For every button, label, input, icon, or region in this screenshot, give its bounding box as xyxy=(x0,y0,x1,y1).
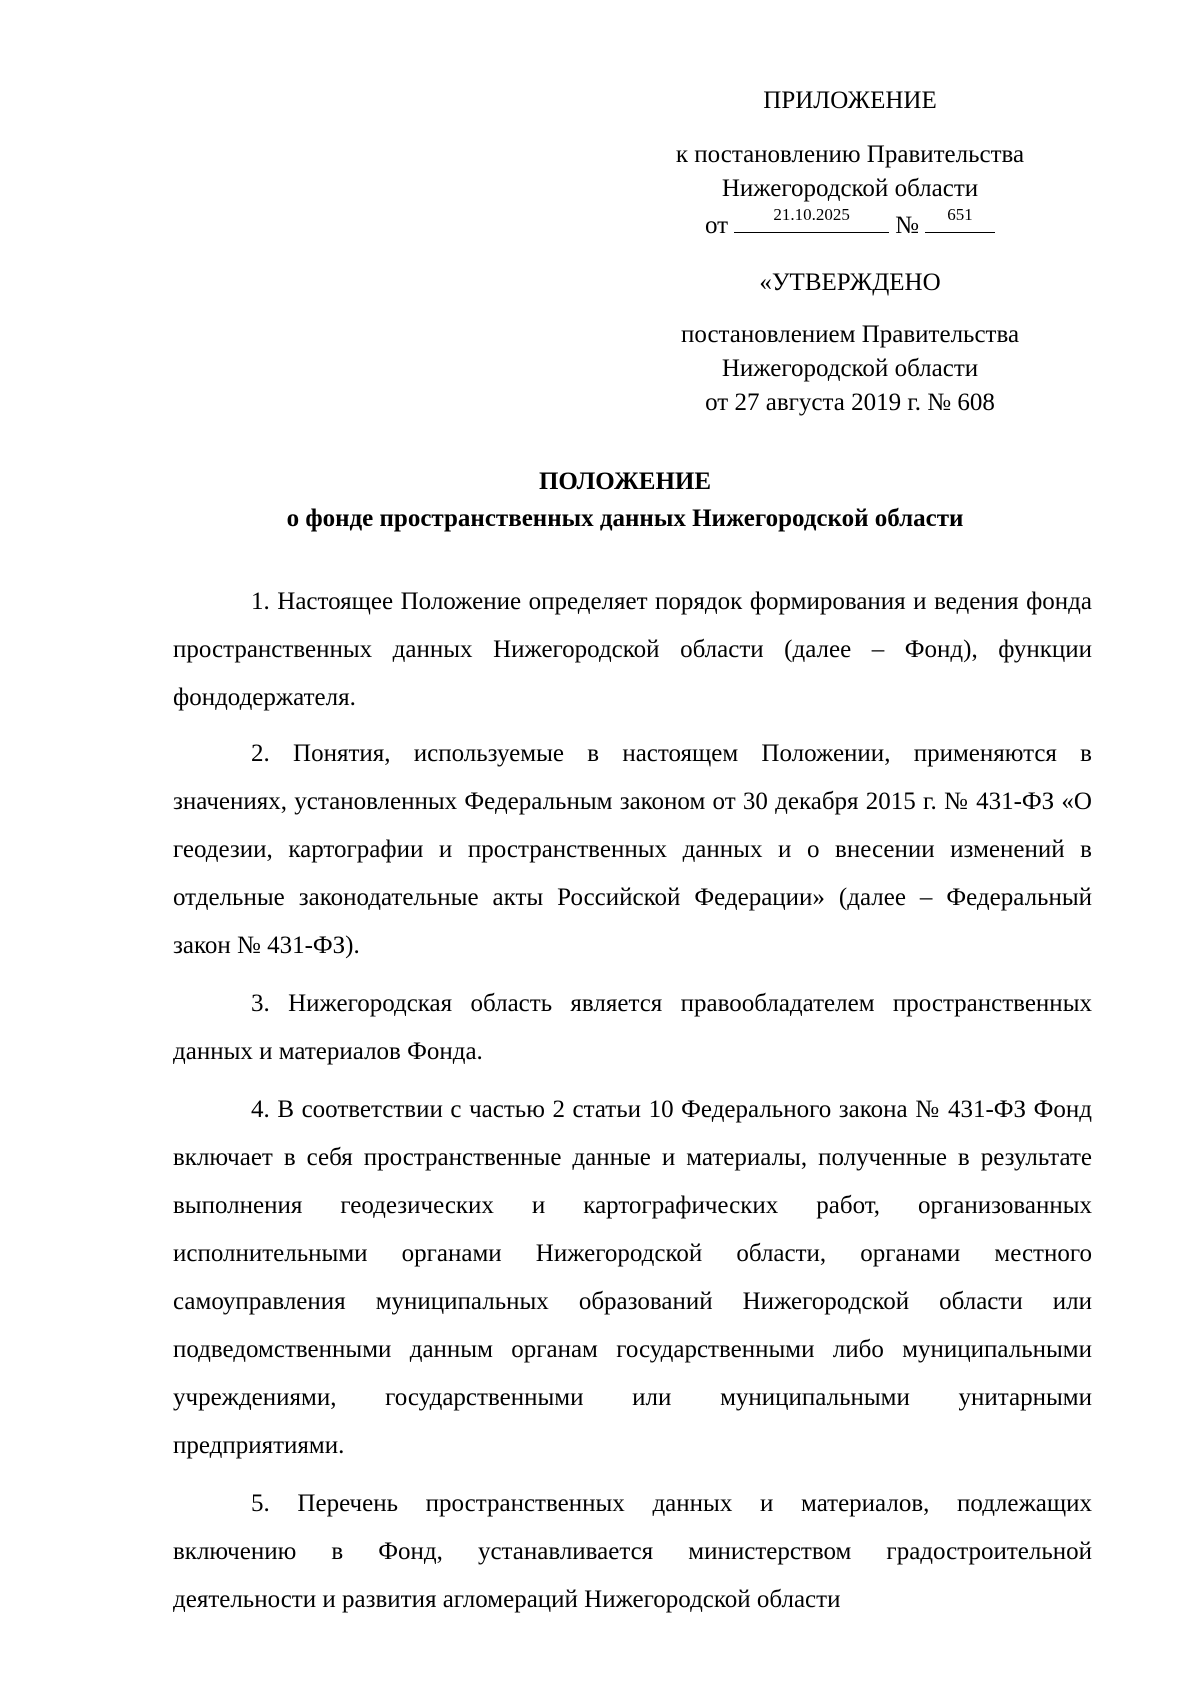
document-body xyxy=(173,578,1092,1624)
number-field xyxy=(925,206,995,233)
appendix-line-1: к постановлению Правительства xyxy=(675,141,1025,168)
date-value: 21.10.2025 xyxy=(773,205,850,224)
approved-block xyxy=(640,266,1060,300)
title-line-1: ПОЛОЖЕНИЕ xyxy=(538,468,712,495)
appendix-line-2: Нижегородской области xyxy=(721,175,979,202)
appendix-title: ПРИЛОЖЕНИЕ xyxy=(763,87,937,114)
appendix-date-line xyxy=(705,206,995,240)
approved-line-3: от 27 августа 2019 г. № 608 xyxy=(705,389,995,416)
title-line-2: о фонде пространственных данных Нижегородской области xyxy=(286,505,964,532)
appendix-details xyxy=(640,138,1060,243)
document-title xyxy=(150,463,1100,537)
paragraph-5: 5. Перечень пространственных данных и материалов, подлежащих включению в Фонд, устанавливается министерством градостроительной деятельности и развития агломераций Нижегородской области xyxy=(173,1490,1092,1613)
approved-line-2: Нижегородской области xyxy=(721,355,979,382)
paragraph-2: 2. Понятия, используемые в настоящем Положении, применяются в значениях, установленных Федеральным законом от 30 декабря 2015 г. № 431-ФЗ «О геодезии, картографии и пространственных данных и о внесении изменений в отдельные законодательные акты Российской Федерации» (далее – Федеральный закон № 431-ФЗ). xyxy=(173,740,1092,959)
number-sign: № xyxy=(895,212,919,239)
approved-title: «УТВЕРЖДЕНО xyxy=(759,269,941,296)
approved-line-1: постановлением Правительства xyxy=(680,321,1020,348)
approved-details xyxy=(640,318,1060,420)
paragraph-3: 3. Нижегородская область является правообладателем пространственных данных и материалов Фонда. xyxy=(173,990,1092,1065)
from-label: от xyxy=(705,212,729,239)
paragraph-4: 4. В соответствии с частью 2 статьи 10 Федерального закона № 431-ФЗ Фонд включает в себя пространственные данные и материалы, полученные в результате выполнения геодезических и картографических работ, организованных исполнительными органами Нижегородской области, органами местного самоуправления муниципальных образований Нижегородской области или подведомственными данным органам государственными либо муниципальными учреждениями, государственными или муниципальными унитарными предприятиями. xyxy=(173,1096,1092,1459)
appendix-block xyxy=(640,84,1060,118)
paragraph-1: 1. Настоящее Положение определяет порядок формирования и ведения фонда пространственных данных Нижегородской области (далее – Фонд), функции фондодержателя. xyxy=(173,588,1092,711)
date-field xyxy=(734,206,889,233)
number-value: 651 xyxy=(947,205,973,224)
